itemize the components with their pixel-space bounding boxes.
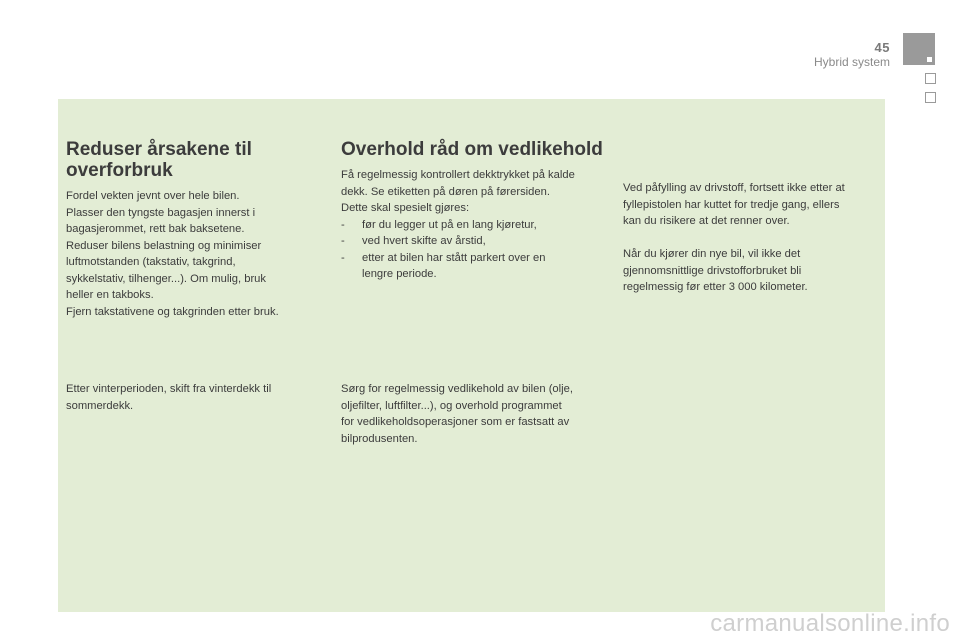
text-line: sommerdekk.: [66, 399, 134, 412]
text-line: luftmotstanden (takstativ, takgrind,: [66, 256, 236, 268]
chapter-tab-active[interactable]: [903, 33, 935, 65]
text-line: Dette skal spesielt gjøres:: [341, 202, 470, 214]
paragraph: [623, 246, 883, 296]
text-line: Fjern takstativene og takgrinden etter bruk.: [66, 305, 279, 318]
text-line: kan du risikere at det renner over.: [623, 215, 790, 227]
column-1-lower: [66, 381, 316, 414]
checklist: [341, 217, 606, 283]
chapter-tab[interactable]: [925, 73, 936, 84]
text-line: Reduser bilens belastning og minimiser: [66, 239, 262, 252]
heading-reduce-overconsumption: Reduser årsakene til overforbruk: [66, 139, 252, 181]
dash-bullet: -: [341, 218, 345, 231]
list-item: [341, 217, 606, 234]
chapter-tab[interactable]: [925, 92, 936, 103]
paragraph: [341, 167, 606, 217]
column-3: [623, 180, 883, 230]
paragraph: [66, 188, 316, 320]
text-line: gjennomsnittlige drivstofforbruket bli: [623, 264, 802, 277]
text-line: Få regelmessig kontrollert dekktrykket på kalde: [341, 169, 575, 181]
text-line: bilprodusenten.: [341, 432, 418, 445]
paragraph: [341, 381, 606, 447]
text-line: Ved påfylling av drivstoff, fortsett ikke etter at: [623, 182, 845, 194]
tab-marker-icon: [927, 57, 932, 62]
list-item: [341, 250, 606, 283]
text-line: Fordel vekten jevnt over hele bilen.: [66, 190, 240, 202]
text-line: Sørg for regelmessig vedlikehold av bilen (olje,: [341, 383, 573, 395]
watermark: carmanualsonline.info: [710, 610, 950, 637]
list-item: [341, 233, 606, 250]
text-line: bagasjerommet, rett bak baksetene.: [66, 223, 245, 235]
column-1: [66, 139, 316, 320]
dash-bullet: -: [341, 251, 345, 264]
page-number: 45: [874, 40, 890, 55]
dash-bullet: -: [341, 235, 345, 247]
list-item-text: før du legger ut på en lang kjøretur,: [362, 218, 537, 231]
content-panel: [58, 99, 885, 612]
text-line: dekk. Se etiketten på døren på førersiden.: [341, 185, 550, 198]
text-line: oljefilter, luftfilter...), og overhold programmet: [341, 399, 562, 412]
column-3-lower: [623, 246, 883, 296]
text-line: heller en takboks.: [66, 289, 154, 301]
column-2-lower: [341, 381, 606, 447]
list-item-text: ved hvert skifte av årstid,: [362, 235, 486, 247]
text-line: regelmessig før etter 3 000 kilometer.: [623, 281, 808, 293]
list-item-text: etter at bilen har stått parkert over en: [362, 251, 546, 264]
text-line: sykkelstativ, tilhenger...). Om mulig, bruk: [66, 272, 266, 285]
text-line: for vedlikeholdsoperasjoner som er fastsatt av: [341, 416, 570, 428]
heading-maintenance-advice: Overhold råd om vedlikehold: [341, 139, 603, 160]
text-line: fyllepistolen har kuttet for tredje gang, ellers: [623, 198, 840, 211]
paragraph: [66, 381, 316, 414]
text-line: Plasser den tyngste bagasjen innerst i: [66, 206, 256, 219]
text-line: Etter vinterperioden, skift fra vinterdekk til: [66, 383, 272, 395]
paragraph: [623, 180, 883, 230]
column-2: [341, 139, 606, 283]
section-title: Hybrid system: [813, 55, 890, 69]
text-line: Når du kjører din nye bil, vil ikke det: [623, 248, 801, 260]
list-item-text: lengre periode.: [362, 268, 437, 280]
